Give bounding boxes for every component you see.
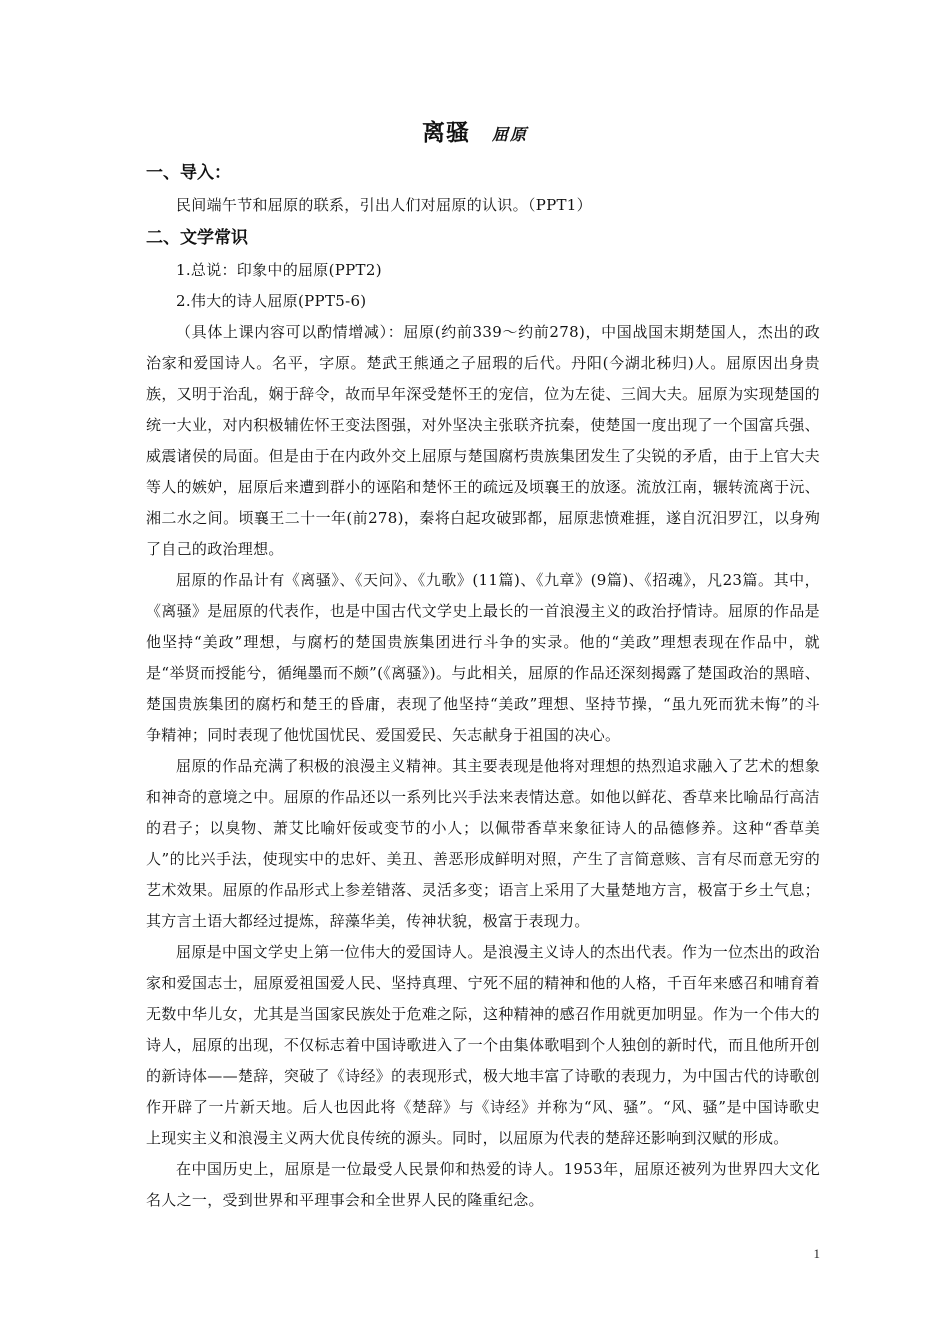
commemoration-paragraph: 在中国历史上，屈原是一位最受人民景仰和热爱的诗人。1953年，屈原还被列为世界四大文化名人之一，受到世界和平理事会和全世界人民的隆重纪念。 bbox=[146, 1160, 820, 1209]
romanticism-paragraph: 屈原的作品充满了积极的浪漫主义精神。其主要表现是他将对理想的热烈追求融入了艺术的想象和神奇的意境之中。屈原的作品还以一系列比兴手法来表情达意。如他以鲜花、香草来比喻品行高洁的君子；以臭物、萧艾比喻奸佞或变节的小人；以佩带香草来象征诗人的品德修养。这种“香草美人”的比兴手法，使现实中的忠奸、美丑、善恶形成鲜明对照，产生了言简意赅、言有尽而意无穷的艺术效果。屈原的作品形式上参差错落、灵活多变；语言上采用了大量楚地方言，极富于乡土气息；其方言土语大都经过提炼，辞藻华美，传神状貌，极富于表现力。 bbox=[146, 757, 820, 930]
literature-item-overview: 1.总说：印象中的屈原(PPT2) bbox=[176, 261, 382, 279]
intro-paragraph: 民间端午节和屈原的联系，引出人们对屈原的认识。（PPT1） bbox=[176, 196, 592, 214]
page-title: 离骚 bbox=[421, 120, 470, 146]
section-heading-literature: 二、文学常识 bbox=[146, 228, 248, 248]
page-number: 1 bbox=[813, 1246, 820, 1261]
author-name: 屈原 bbox=[491, 125, 528, 144]
title-row bbox=[0, 116, 950, 152]
section-heading-intro: 一、导入： bbox=[146, 163, 231, 183]
biography-paragraph: （具体上课内容可以酌情增减）：屈原(约前339～约前278)，中国战国末期楚国人，杰出的政治家和爱国诗人。名平，字原。楚武王熊通之子屈瑕的后代。丹阳(今湖北秭归)人。屈原因出身贵族，又明于治乱，娴于辞令，故而早年深受楚怀王的宠信，位为左徒、三闾大夫。屈原为实现楚国的统一大业，对内积极辅佐怀王变法图强，对外坚决主张联齐抗秦，使楚国一度出现了一个国富兵强、威震诸侯的局面。但是由于在内政外交上屈原与楚国腐朽贵族集团发生了尖锐的矛盾，由于上官大夫等人的嫉妒，屈原后来遭到群小的诬陷和楚怀王的疏远及顷襄王的放逐。流放江南，辗转流离于沅、湘二水之间。顷襄王二十一年(前278)，秦将白起攻破郢都，屈原悲愤难捱，遂自沉汨罗江，以身殉了自己的政治理想。 bbox=[146, 323, 820, 558]
works-paragraph: 屈原的作品计有《离骚》、《天问》、《九歌》(11篇)、《九章》(9篇)、《招魂》，凡23篇。其中，《离骚》是屈原的代表作，也是中国古代文学史上最长的一首浪漫主义的政治抒情诗。屈原的作品是他坚持“美政”理想，与腐朽的楚国贵族集团进行斗争的实录。他的“美政”理想表现在作品中，就是“举贤而授能兮，循绳墨而不颇”(《离骚》)。与此相关，屈原的作品还深刻揭露了楚国政治的黑暗、楚国贵族集团的腐朽和楚王的昏庸，表现了他坚持“美政”理想、坚持节操，“虽九死而犹未悔”的斗争精神；同时表现了他忧国忧民、爱国爱民、矢志献身于祖国的决心。 bbox=[146, 571, 820, 744]
legacy-paragraph: 屈原是中国文学史上第一位伟大的爱国诗人。是浪漫主义诗人的杰出代表。作为一位杰出的政治家和爱国志士，屈原爱祖国爱人民、坚持真理、宁死不屈的精神和他的人格，千百年来感召和哺育着无数中华儿女，尤其是当国家民族处于危难之际，这种精神的感召作用就更加明显。作为一个伟大的诗人，屈原的出现，不仅标志着中国诗歌进入了一个由集体歌唱到个人独创的新时代，而且他所开创的新诗体——楚辞，突破了《诗经》的表现形式，极大地丰富了诗歌的表现力，为中国古代的诗歌创作开辟了一片新天地。后人也因此将《楚辞》与《诗经》并称为“风、骚”。“风、骚”是中国诗歌史上现实主义和浪漫主义两大优良传统的源头。同时，以屈原为代表的楚辞还影响到汉赋的形成。 bbox=[146, 943, 820, 1147]
literature-item-poet: 2.伟大的诗人屈原(PPT5-6) bbox=[176, 292, 367, 310]
document-body bbox=[146, 156, 820, 1216]
